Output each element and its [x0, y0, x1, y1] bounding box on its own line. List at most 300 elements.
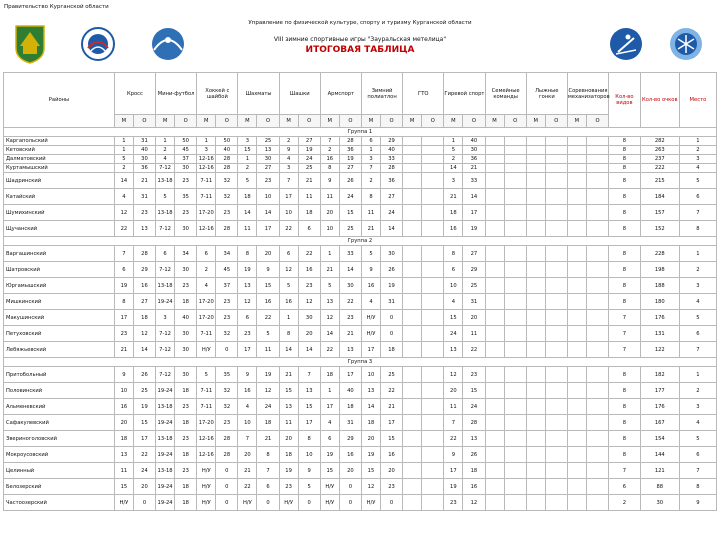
score-cell: 18	[175, 479, 197, 495]
score-cell	[526, 367, 545, 383]
score-cell	[586, 164, 608, 173]
score-cell	[504, 326, 526, 342]
score-cell: 28	[216, 164, 238, 173]
score-cell: 5	[238, 173, 257, 189]
score-cell	[422, 246, 444, 262]
score-cell: 23	[175, 278, 197, 294]
total-cell: 88	[640, 479, 679, 495]
score-cell	[485, 173, 504, 189]
score-cell	[422, 495, 444, 511]
total-cell: 8	[609, 278, 641, 294]
score-cell: 45	[175, 146, 197, 155]
score-cell	[567, 367, 586, 383]
score-cell: 18	[133, 310, 155, 326]
score-cell: 24	[444, 326, 463, 342]
sub-header: М	[403, 115, 422, 128]
score-cell: 16	[298, 262, 320, 278]
score-cell: 20	[279, 431, 298, 447]
score-cell: 7-12	[156, 164, 175, 173]
score-cell: 16	[463, 479, 485, 495]
score-cell	[545, 173, 567, 189]
score-cell	[504, 431, 526, 447]
score-cell: 22	[339, 294, 361, 310]
score-cell: Н/У	[279, 495, 298, 511]
score-cell	[485, 221, 504, 237]
score-cell: 20	[339, 463, 361, 479]
score-cell	[422, 326, 444, 342]
score-cell: 29	[380, 137, 402, 146]
score-cell	[545, 146, 567, 155]
table-row	[4, 326, 717, 342]
total-cell: 237	[640, 155, 679, 164]
score-cell: 18	[175, 495, 197, 511]
score-cell: 32	[216, 173, 238, 189]
score-cell: 25	[339, 221, 361, 237]
government-label: Правительство Курганской области	[4, 4, 109, 10]
sport-header: Лыжные гонки	[526, 73, 567, 115]
score-cell: 25	[298, 164, 320, 173]
score-cell	[526, 294, 545, 310]
total-cell: 167	[640, 415, 679, 431]
score-cell	[403, 155, 422, 164]
sub-header: О	[216, 115, 238, 128]
district-name: Шадринский	[4, 173, 115, 189]
score-cell	[586, 383, 608, 399]
total-cell: 7	[609, 326, 641, 342]
score-cell	[567, 155, 586, 164]
score-cell: 12	[279, 262, 298, 278]
score-cell	[504, 479, 526, 495]
district-name: Белозерский	[4, 479, 115, 495]
score-cell: Н/У	[114, 495, 133, 511]
score-cell: 7-12	[156, 326, 175, 342]
total-cell: 8	[679, 479, 716, 495]
score-cell: 16	[444, 221, 463, 237]
score-cell: 26	[133, 367, 155, 383]
score-cell: 28	[133, 246, 155, 262]
score-cell: 6	[320, 431, 339, 447]
score-cell: 28	[380, 164, 402, 173]
score-cell	[485, 137, 504, 146]
total-cell: 8	[609, 447, 641, 463]
score-cell: 21	[114, 342, 133, 358]
score-cell: 0	[339, 495, 361, 511]
score-cell: 13	[257, 146, 279, 155]
score-cell	[526, 383, 545, 399]
score-cell: 13	[238, 278, 257, 294]
score-cell	[403, 367, 422, 383]
score-cell	[545, 205, 567, 221]
total-cell: 30	[640, 495, 679, 511]
score-cell	[403, 221, 422, 237]
score-cell	[422, 146, 444, 155]
score-cell: 15	[444, 310, 463, 326]
score-cell: 2	[156, 146, 175, 155]
score-cell	[403, 173, 422, 189]
score-cell: 5	[257, 326, 279, 342]
score-cell: 30	[175, 367, 197, 383]
score-cell: 8	[320, 164, 339, 173]
sport-header: Хоккей с шайбой	[197, 73, 238, 115]
score-cell: 25	[380, 367, 402, 383]
score-cell: 0	[216, 495, 238, 511]
score-cell	[545, 294, 567, 310]
score-cell: 12-16	[197, 431, 216, 447]
score-cell: 5	[114, 155, 133, 164]
score-cell: 2	[114, 164, 133, 173]
district-name: Макушинский	[4, 310, 115, 326]
score-cell	[567, 383, 586, 399]
score-cell: 23	[339, 310, 361, 326]
score-cell: 11	[238, 221, 257, 237]
score-cell	[422, 310, 444, 326]
score-cell	[567, 326, 586, 342]
score-cell	[567, 164, 586, 173]
score-cell: 12	[257, 383, 279, 399]
score-cell: 19-24	[156, 294, 175, 310]
total-cell: 8	[609, 367, 641, 383]
score-cell	[403, 294, 422, 310]
score-cell: 0	[216, 342, 238, 358]
sub-header: М	[444, 115, 463, 128]
score-cell	[526, 189, 545, 205]
score-cell	[567, 262, 586, 278]
table-row	[4, 189, 717, 205]
score-cell	[485, 189, 504, 205]
score-cell: 32	[216, 326, 238, 342]
score-cell	[485, 246, 504, 262]
score-cell: 23	[216, 205, 238, 221]
total-cell: 8	[609, 221, 641, 237]
score-cell: 11	[279, 415, 298, 431]
score-cell: Н/У	[361, 310, 380, 326]
score-cell: 28	[216, 155, 238, 164]
score-cell: 21	[444, 189, 463, 205]
score-cell: 5	[279, 278, 298, 294]
district-name: Далматовский	[4, 155, 115, 164]
score-cell	[422, 463, 444, 479]
score-cell: 18	[444, 205, 463, 221]
score-cell	[586, 495, 608, 511]
score-cell: 22	[133, 447, 155, 463]
score-cell: 10	[444, 278, 463, 294]
score-cell: 18	[380, 342, 402, 358]
total-cell: 182	[640, 367, 679, 383]
score-cell	[485, 447, 504, 463]
results-table	[3, 72, 717, 511]
score-cell: 21	[463, 164, 485, 173]
table-row	[4, 294, 717, 310]
score-cell	[403, 431, 422, 447]
score-cell: 3	[156, 310, 175, 326]
total-cell: 282	[640, 137, 679, 146]
score-cell: 35	[175, 189, 197, 205]
score-cell	[504, 447, 526, 463]
score-cell: 5	[320, 278, 339, 294]
score-cell: 2	[197, 262, 216, 278]
score-cell	[485, 310, 504, 326]
score-cell	[504, 383, 526, 399]
score-cell: 29	[339, 431, 361, 447]
score-cell	[504, 189, 526, 205]
score-cell	[422, 278, 444, 294]
score-cell: 0	[257, 495, 279, 511]
score-cell	[422, 294, 444, 310]
score-cell: 11	[444, 399, 463, 415]
total-cell: 131	[640, 326, 679, 342]
score-cell: 21	[339, 326, 361, 342]
score-cell: 20	[380, 463, 402, 479]
score-cell	[586, 463, 608, 479]
total-cell: 228	[640, 246, 679, 262]
total-cell: 144	[640, 447, 679, 463]
score-cell: 12	[298, 294, 320, 310]
table-row	[4, 155, 717, 164]
district-name: Катайский	[4, 189, 115, 205]
score-cell	[545, 479, 567, 495]
score-cell: 26	[339, 173, 361, 189]
score-cell: 30	[175, 326, 197, 342]
score-cell: Н/У	[361, 326, 380, 342]
score-cell: 23	[298, 278, 320, 294]
score-cell	[545, 342, 567, 358]
score-cell: 12-16	[198, 165, 214, 172]
score-cell: 15	[257, 278, 279, 294]
score-cell	[586, 189, 608, 205]
score-cell: 24	[380, 205, 402, 221]
score-cell: 0	[380, 495, 402, 511]
score-cell	[567, 294, 586, 310]
score-cell: 28	[216, 431, 238, 447]
score-cell	[526, 479, 545, 495]
score-cell	[504, 221, 526, 237]
sport-header: Мини-футбол	[156, 73, 197, 115]
total-cell: 8	[609, 173, 641, 189]
score-cell: 1	[114, 137, 133, 146]
score-cell: 24	[257, 399, 279, 415]
score-cell: 9	[114, 367, 133, 383]
score-cell	[567, 146, 586, 155]
total-cell: 7	[609, 463, 641, 479]
score-cell: 10	[279, 205, 298, 221]
sub-header: О	[463, 115, 485, 128]
score-cell: 17	[133, 431, 155, 447]
score-cell: 23	[216, 310, 238, 326]
score-cell: 7	[114, 246, 133, 262]
score-cell	[485, 326, 504, 342]
total-cell: 7	[679, 463, 716, 479]
score-cell: 12	[361, 479, 380, 495]
score-cell: 6	[298, 221, 320, 237]
score-cell: 31	[339, 415, 361, 431]
score-cell	[586, 342, 608, 358]
score-cell: 30	[339, 278, 361, 294]
total-cell: 8	[609, 137, 641, 146]
score-cell	[422, 399, 444, 415]
score-cell: 13	[320, 294, 339, 310]
table-row	[4, 367, 717, 383]
score-cell: 14	[114, 173, 133, 189]
score-cell: 18	[238, 189, 257, 205]
score-cell: 6	[279, 246, 298, 262]
district-name: Лебяжьевский	[4, 342, 115, 358]
score-cell: 12-16	[197, 447, 216, 463]
score-cell	[526, 399, 545, 415]
score-cell	[567, 447, 586, 463]
score-cell	[403, 137, 422, 146]
place-header: Место	[679, 73, 716, 128]
district-name: Щучанский	[4, 221, 115, 237]
score-cell	[422, 447, 444, 463]
score-cell: 22	[444, 431, 463, 447]
score-cell	[485, 146, 504, 155]
score-cell: 16	[339, 447, 361, 463]
score-cell	[422, 137, 444, 146]
score-cell	[403, 479, 422, 495]
score-cell	[526, 310, 545, 326]
score-cell: 14	[339, 262, 361, 278]
score-cell	[422, 383, 444, 399]
score-cell: 0	[216, 463, 238, 479]
score-cell: 29	[133, 262, 155, 278]
score-cell: Н/У	[197, 495, 216, 511]
score-cell	[567, 342, 586, 358]
score-cell: 18	[320, 367, 339, 383]
score-cell: 6	[257, 479, 279, 495]
score-cell: 16	[114, 399, 133, 415]
total-cell: 157	[640, 205, 679, 221]
score-cell: 14	[257, 205, 279, 221]
page-title: ИТОГОВАЯ ТАБЛИЦА	[305, 45, 415, 55]
score-cell	[504, 146, 526, 155]
score-cell	[422, 262, 444, 278]
score-cell: 23	[175, 399, 197, 415]
score-cell	[485, 164, 504, 173]
score-cell: 22	[380, 383, 402, 399]
score-cell: 22	[463, 342, 485, 358]
score-cell: 13-18	[156, 463, 175, 479]
score-cell	[586, 137, 608, 146]
score-cell: 10	[114, 383, 133, 399]
total-cell: 4	[679, 415, 716, 431]
total-cell: 188	[640, 278, 679, 294]
score-cell: 50	[175, 137, 197, 146]
score-cell: 14	[133, 342, 155, 358]
score-cell: 21	[279, 367, 298, 383]
total-cell: 3	[679, 278, 716, 294]
score-cell	[485, 431, 504, 447]
score-cell	[567, 431, 586, 447]
score-cell: 1	[320, 246, 339, 262]
score-cell: 7-12	[156, 342, 175, 358]
score-cell: 4	[238, 399, 257, 415]
score-cell	[422, 164, 444, 173]
total-cell: 8	[609, 262, 641, 278]
score-cell	[526, 164, 545, 173]
score-cell	[485, 262, 504, 278]
score-cell	[422, 415, 444, 431]
score-cell	[526, 447, 545, 463]
score-cell: 17	[257, 221, 279, 237]
score-cell: 19	[339, 155, 361, 164]
score-cell: 0	[380, 326, 402, 342]
score-cell: 15	[320, 463, 339, 479]
score-cell: 9	[238, 367, 257, 383]
sport-emblem-icon	[80, 26, 116, 62]
score-cell	[545, 262, 567, 278]
score-cell: 11	[463, 326, 485, 342]
score-cell: 16	[238, 383, 257, 399]
score-cell: 23	[238, 326, 257, 342]
score-cell: 17	[444, 463, 463, 479]
score-cell: 4	[320, 415, 339, 431]
score-cell	[567, 479, 586, 495]
score-cell: 11	[114, 463, 133, 479]
score-cell: 27	[380, 189, 402, 205]
total-cell: 8	[609, 146, 641, 155]
total-cell: 121	[640, 463, 679, 479]
score-cell	[526, 221, 545, 237]
score-cell: 12	[114, 205, 133, 221]
total-cell: 2	[679, 262, 716, 278]
table-row	[4, 431, 717, 447]
score-cell: 19	[380, 278, 402, 294]
score-cell: 23	[257, 173, 279, 189]
sub-header: О	[545, 115, 567, 128]
score-cell	[422, 221, 444, 237]
total-cell: 8	[609, 399, 641, 415]
sub-header: М	[197, 115, 216, 128]
total-cell: 9	[679, 495, 716, 511]
score-cell: 4	[197, 278, 216, 294]
score-cell: 15	[238, 146, 257, 155]
games-emblem-icon	[148, 26, 188, 62]
score-cell: 8	[444, 246, 463, 262]
score-cell: 29	[463, 262, 485, 278]
score-cell: 9	[279, 146, 298, 155]
score-cell: 24	[133, 463, 155, 479]
score-cell	[403, 383, 422, 399]
score-cell: 0	[216, 479, 238, 495]
score-cell: 23	[175, 431, 197, 447]
score-cell: 17	[463, 205, 485, 221]
score-cell	[403, 246, 422, 262]
score-cell: 17-20	[197, 310, 216, 326]
score-cell	[586, 146, 608, 155]
score-cell: 30	[175, 342, 197, 358]
district-name: Шумихинский	[4, 205, 115, 221]
score-cell	[504, 463, 526, 479]
score-cell: 33	[339, 246, 361, 262]
score-cell: 40	[133, 146, 155, 155]
score-cell: 8	[279, 326, 298, 342]
sub-header: О	[298, 115, 320, 128]
score-cell: 27	[133, 294, 155, 310]
points-header: Кол-во очков	[640, 73, 679, 128]
score-cell: Н/У	[197, 463, 216, 479]
total-cell: 1	[679, 367, 716, 383]
score-cell: 15	[298, 399, 320, 415]
sub-header: М	[156, 115, 175, 128]
score-cell: 24	[298, 155, 320, 164]
score-cell: 30	[298, 310, 320, 326]
score-cell: 13-18	[156, 431, 175, 447]
score-cell: 17-20	[197, 294, 216, 310]
district-name: Каргапольский	[4, 137, 115, 146]
total-cell: 7	[609, 310, 641, 326]
score-cell: 22	[114, 221, 133, 237]
score-cell	[504, 310, 526, 326]
